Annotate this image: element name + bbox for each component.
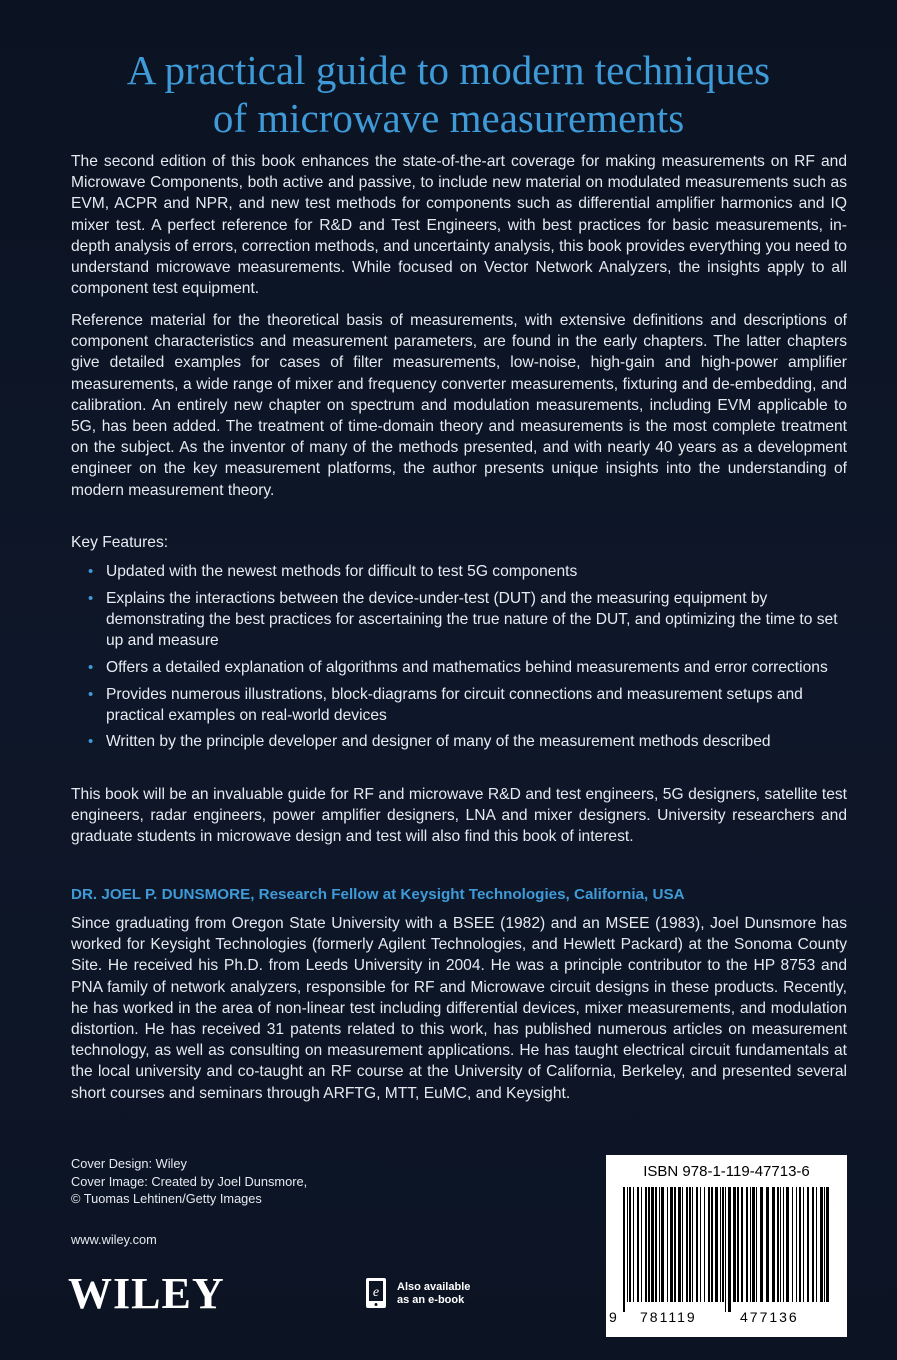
barcode-bar — [700, 1187, 701, 1302]
barcode-bar — [766, 1187, 769, 1302]
barcode-bar — [661, 1187, 664, 1302]
barcode-bar — [816, 1187, 817, 1302]
barcode-bar — [756, 1187, 757, 1302]
isbn-label: ISBN 978-1-119-47713-6 — [643, 1163, 810, 1180]
publisher-website[interactable]: www.wiley.com — [71, 1232, 157, 1247]
key-features-title: Key Features: — [71, 534, 169, 551]
barcode-bar — [689, 1187, 691, 1302]
barcode-bar — [651, 1187, 654, 1302]
barcode-bar — [686, 1187, 688, 1302]
barcode-bar — [803, 1187, 804, 1302]
bullet-icon: • — [88, 589, 94, 607]
reference-paragraph: Reference material for the theoretical basis of measurements, with extensive definitions and descriptions of component characteristics and measurement parameters, are found in the early chapters. The latter chapters give detailed examples for cases of filter measurements, low-noise, high-gain and high-power amplifier measurements, a wide range of mixer and frequency converter measurements, fixturing and de-embedding, and calibration. An entirely new chapter on spectrum and modulation measurements, including EVM applicable to 5G, has been added. The treatment of time-domain theory and measurements is the most complete treatment on the subject. As the inventor of many of the methods presented, and with nearly 40 years as a development engineer on the key measurement platforms, the author presents unique insights into the understanding of modern measurement theory. — [71, 312, 847, 499]
feature-item: • Provides numerous illustrations, block-diagrams for circuit connections and measurement setups and practical examples on real-world devices — [88, 685, 803, 724]
key-features-list — [88, 561, 858, 758]
barcode-digit-group-1: 781119 — [640, 1309, 697, 1325]
barcode-bar — [682, 1187, 683, 1302]
barcode-digit-group-2: 477136 — [740, 1309, 799, 1325]
barcode-bar — [780, 1187, 781, 1302]
feature-item: • Offers a detailed explanation of algorithms and mathematics behind measurements and error corrections — [88, 657, 858, 678]
bullet-icon: • — [88, 733, 94, 751]
barcode-bar — [796, 1187, 797, 1302]
barcode-bar — [670, 1187, 673, 1302]
publisher-logo: WILEY — [68, 1269, 225, 1318]
bullet-icon: • — [88, 563, 94, 580]
barcode-bar — [674, 1187, 676, 1302]
feature-item: • Updated with the newest methods for difficult to test 5G components — [88, 561, 858, 582]
barcode-bar — [746, 1187, 748, 1302]
barcode-bar — [824, 1187, 825, 1302]
barcode-bar — [812, 1187, 814, 1302]
barcode-bar — [783, 1187, 784, 1302]
ebook-availability: Also available as an e-book — [397, 1281, 471, 1306]
barcode-bar — [692, 1187, 693, 1302]
author-heading: DR. JOEL P. DUNSMORE, Research Fellow at Keysight Technologies, California, USA — [71, 886, 685, 903]
bullet-icon: • — [88, 685, 94, 703]
headline-line-1: A practical guide to modern techniques — [126, 47, 771, 93]
barcode-bar — [667, 1187, 668, 1302]
barcode-bars — [623, 1187, 833, 1312]
isbn-barcode — [606, 1155, 847, 1337]
barcode-bar — [623, 1187, 625, 1312]
barcode-bar — [733, 1187, 736, 1302]
barcode-bar — [741, 1187, 743, 1302]
barcode-bar — [722, 1187, 724, 1302]
barcode-bar — [648, 1187, 650, 1302]
barcode-bar — [629, 1187, 631, 1302]
barcode-bar — [786, 1187, 789, 1302]
bullet-icon: • — [88, 658, 94, 676]
barcode-bar — [637, 1187, 639, 1302]
intro-paragraph: The second edition of this book enhances the state-of-the-art coverage for making measurements on RF and Microwave Components, both active and passive, to include new material on modulated measurements such as EVM, ACPR and NPR, and new test methods for components such as differential amplifier harmonics and IQ mixer test. A perfect reference for R&D and Test Engineers, with best practices for basic measurements, in-depth analysis of errors, correction methods, and uncertainty analysis, this book provides everything you need to understand microwave measurements. While focused on Vector Network Analyzers, the insights apply to all component test equipment. — [71, 153, 847, 298]
barcode-bar — [645, 1187, 647, 1302]
barcode-bar — [715, 1187, 718, 1302]
audience-paragraph: This book will be an invaluable guide for RF and microwave R&D and test engineers, 5G designers, satellite test engineers, radar engineers, power amplifier designers, LNA and mixer designers. University researchers and graduate students in microwave design and test will also find this book of interest. — [71, 786, 847, 846]
credit-photo: © Tuomas Lehtinen/Getty Images — [71, 1191, 262, 1206]
barcode-bar — [728, 1187, 731, 1312]
barcode-bar — [720, 1187, 721, 1302]
barcode-bar — [750, 1187, 751, 1302]
barcode-bar — [704, 1187, 705, 1302]
barcode-digit-first: 9 — [609, 1309, 617, 1325]
barcode-bar — [777, 1187, 779, 1302]
author-bio: Since graduating from Oregon State University with a BSEE (1982) and an MSEE (1983), Joel Dunsmore has worked for Keysight Technologies (formerly Agilent Technologies, and Hewlett Packard) at the Sonoma County Site. He received his Ph.D. from Leeds University in 2004. He was a principle contributor to the HP 8753 and PNA family of network analyzers, responsible for RF and Microwave circuit designs in these products. Recently, he has worked in the area of non-linear test including differential devices, mixer measurements, and modulation distortion. He has received 31 patents related to this work, has published numerous articles on measurement technology, as well as consulting on measurement applications. He has taught electrical circuit fundamentals at the local university and co-taught an RF course at the University of California, Berkeley, and presented several short courses and seminars through ARFTG, MTT, EuMC, and Keysight. — [71, 915, 847, 1102]
barcode-bar — [820, 1187, 823, 1302]
barcode-bar — [826, 1187, 829, 1302]
headline-line-2: of microwave measurements — [212, 95, 685, 141]
barcode-bar — [708, 1187, 710, 1302]
cover-headline — [40, 46, 857, 142]
credit-image: Cover Image: Created by Joel Dunsmore, — [71, 1173, 308, 1189]
barcode-bar — [752, 1187, 755, 1302]
barcode-bar — [725, 1187, 726, 1312]
barcode-bar — [655, 1187, 657, 1302]
feature-item: • Explains the interactions between the device-under-test (DUT) and the measuring equipment by demonstrating the best practices for ascertaining the true nature of the DUT, and optimizing the time to set up and measure — [88, 589, 838, 650]
barcode-bar — [659, 1187, 660, 1302]
barcode-bar — [711, 1187, 713, 1302]
svg-text:e: e — [372, 1285, 380, 1300]
barcode-bar — [799, 1187, 801, 1302]
barcode-bar — [760, 1187, 763, 1302]
barcode-bar — [737, 1187, 739, 1302]
barcode-bar — [641, 1187, 642, 1302]
barcode-bar — [678, 1187, 681, 1302]
feature-item: • Written by the principle developer and designer of many of the measurement methods described — [88, 731, 858, 752]
ebook-icon — [365, 1277, 387, 1309]
barcode-bar — [696, 1187, 698, 1302]
barcode-bar — [807, 1187, 809, 1302]
barcode-bar — [627, 1187, 628, 1302]
barcode-bar — [633, 1187, 634, 1302]
barcode-bar — [792, 1187, 793, 1302]
cover-credits — [71, 1155, 307, 1208]
credit-design: Cover Design: Wiley — [71, 1156, 187, 1171]
barcode-bar — [772, 1187, 775, 1302]
